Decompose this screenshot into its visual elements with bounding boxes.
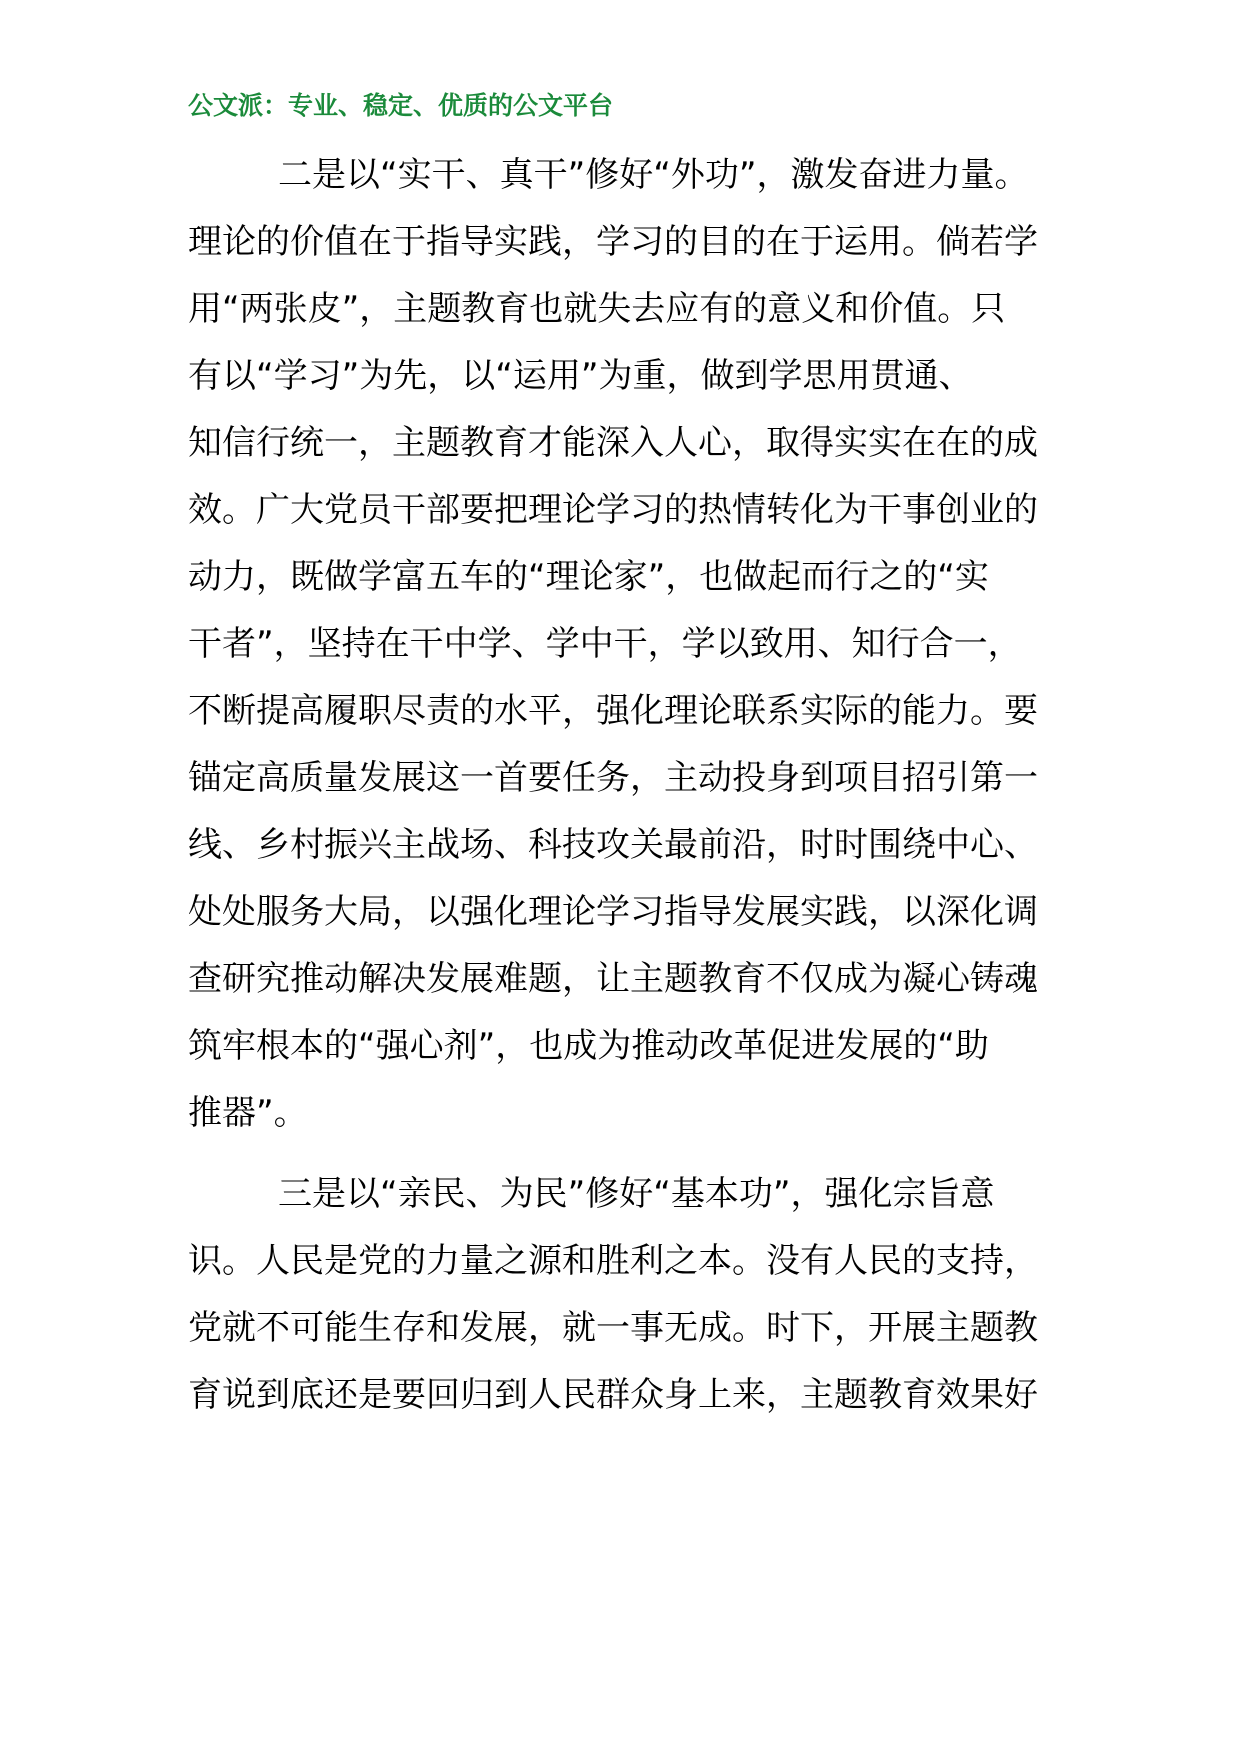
paragraph-line: 动力，既做学富五车的“理论家”，也做起而行之的“实 — [188, 557, 989, 597]
paragraph-line: 干者”，坚持在干中学、学中干，学以致用、知行合一， — [188, 624, 1022, 664]
paragraph-line: 知信行统一，主题教育才能深入人心，取得实实在在的成 — [188, 423, 1038, 463]
paragraph-line: 锚定高质量发展这一首要任务，主动投身到项目招引第一 — [188, 758, 1038, 798]
paragraph-line: 不断提高履职尽责的水平，强化理论联系实际的能力。要 — [188, 691, 1038, 731]
header-title: 公文派：专业、稳定、优质的公文平台 — [188, 91, 614, 120]
paragraph-line: 用“两张皮”，主题教育也就失去应有的意义和价值。只 — [188, 289, 1006, 329]
paragraph-line: 二是以“实干、真干”修好“外功”，激发奋进力量。 — [278, 155, 1029, 195]
paragraph-line: 筑牢根本的“强心剂”，也成为推动改革促进发展的“助 — [188, 1026, 989, 1066]
paragraph-line: 育说到底还是要回归到人民群众身上来，主题教育效果好 — [188, 1375, 1038, 1415]
paragraph-line: 效。广大党员干部要把理论学习的热情转化为干事创业的 — [188, 490, 1038, 530]
paragraph-line: 处处服务大局，以强化理论学习指导发展实践，以深化调 — [188, 892, 1038, 932]
paragraph-line: 有以“学习”为先，以“运用”为重，做到学思用贯通、 — [188, 356, 973, 396]
paragraph-line: 查研究推动解决发展难题，让主题教育不仅成为凝心铸魂 — [188, 959, 1038, 999]
paragraph-line: 推器”。 — [188, 1093, 308, 1133]
paragraph-line: 党就不可能生存和发展，就一事无成。时下，开展主题教 — [188, 1308, 1038, 1348]
paragraph-line: 线、乡村振兴主战场、科技攻关最前沿，时时围绕中心、 — [188, 825, 1038, 865]
paragraph-line: 识。人民是党的力量之源和胜利之本。没有人民的支持， — [188, 1241, 1038, 1281]
paragraph-line: 理论的价值在于指导实践，学习的目的在于运用。倘若学 — [188, 222, 1038, 262]
paragraph-line: 三是以“亲民、为民”修好“基本功”，强化宗旨意 — [278, 1174, 995, 1214]
